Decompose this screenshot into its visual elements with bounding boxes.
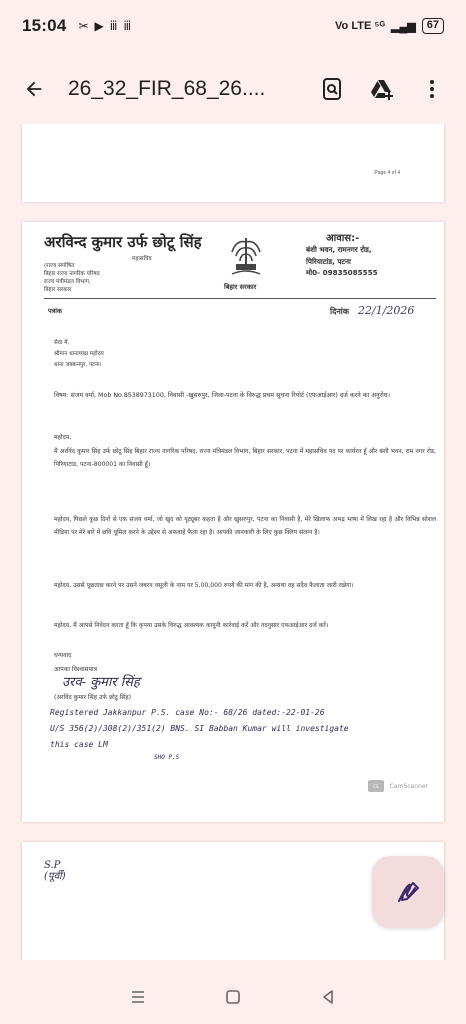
add-to-drive-icon[interactable] [362, 69, 402, 109]
notification-icon: ⅲ [109, 19, 118, 33]
handwritten-note: U/S 356(2)/308(2)/351(2) BNS. SI Babban Kumar will investigate [50, 724, 349, 733]
pdf-page-previous [22, 124, 444, 202]
letterhead-govt: बिहार सरकार [224, 283, 257, 291]
letterhead-designation: महासचिव [132, 256, 152, 262]
notification-icon: ⅲ [123, 19, 132, 33]
camscanner-logo-icon: CS [368, 780, 384, 792]
battery-icon: 67 [422, 18, 444, 34]
handwritten-note: SHO P.S [154, 754, 180, 761]
camscanner-watermark [368, 780, 428, 792]
reference-label: पत्रांक [48, 307, 62, 315]
date-handwritten: 22/1/2026 [358, 304, 415, 317]
address-label: आवास:- [326, 233, 360, 244]
recipient-address: सेवा में, श्रीमान थानाध्यक्ष महोदय थाना जक्कनपुर, पटना। [54, 340, 104, 368]
letterhead-divider [44, 298, 436, 299]
letter-paragraph: महोदय, मैं आपसे निवेदन करता हूँ कि कृपया उसके विरुद्ध आवश्यक कानूनी कार्रवाई करें और तदनुसार एफआईआर दर्ज करें। [54, 622, 329, 629]
camscanner-label: CamScanner [389, 782, 428, 790]
letterhead-name: अरविन्द कुमार उर्फ छोटू सिंह [44, 233, 202, 251]
letter-greeting: महोदय, [54, 434, 72, 441]
letterhead-address: बंशी भवन, रामनगर रोड, पिरियाटांड, पटना मो0- 09835085555 [306, 245, 378, 277]
back-triangle-icon[interactable] [308, 977, 348, 1017]
bihar-emblem-icon [224, 234, 268, 278]
handwritten-note: Registered Jakkanpur P.S. case No:- 68/26 dated:-22-01-26 [50, 708, 325, 717]
back-arrow-icon[interactable] [14, 69, 54, 109]
more-vert-icon[interactable] [412, 69, 452, 109]
letterhead-left: (राज्य संपोषित बिहार राज्य नागरिक परिषद राज्य मंत्रीमंडल विभाग, बिहार सरकार [44, 263, 100, 293]
signature: उरव- कुमार सिंह [62, 675, 140, 690]
edit-sign-icon [393, 877, 423, 907]
app-bar [0, 58, 466, 120]
home-icon[interactable] [213, 977, 253, 1017]
edit-sign-button[interactable] [372, 856, 444, 928]
signatory-name: (अरविंद कुमार सिंह उर्फ छोटू सिंह) [54, 694, 132, 701]
signal-icon: ▂▄▆ [391, 20, 416, 33]
handwritten-note: S.P (पूर्वी) [44, 860, 66, 882]
letter-paragraph: महोदय, पिछले कुछ दिनों से एक संजय वर्मा, जो खुद को यूट्यूबर कहता है और खुसरुपुर, पटना का निवासी है, मेरे खिलाफ अभद्र भाषा में लिख रहा है और विभिन्न सोशल मीडिया पर मेरे बारे में छवि धूमिल करने के उद्देश्य से अफवाहें फैला रहा है। आपकी जानकारी के लिए कुछ क्लिप संलग्न है। [54, 516, 436, 536]
youtube-icon: ▶ [94, 19, 104, 33]
pdf-viewer[interactable] [0, 124, 466, 960]
notification-icons [78, 19, 131, 33]
date-label: दिनांक [330, 307, 349, 316]
letter-paragraph: मैं अरविंद कुमार सिंह उर्फ छोटू सिंह बिहार राज्य नागरिक परिषद, राज्य मंत्रिमंडल विभाग, बिहार सरकार, पटना में महासचिव पद पर कार्यरत हूँ और बंशी भवन, राम नगर रोड, पिरियाटांड, पटना-800001 का निवासी हूँ। [54, 448, 436, 468]
handwritten-note: this case LM [50, 740, 108, 749]
search-in-document-icon[interactable] [312, 69, 352, 109]
page-number: Page 4 of 4 [374, 170, 400, 176]
letter-subject: विषय: संजय वर्मा, Mob No.8538973100, निवासी -खुसरुपुर, जिला-पटना के विरुद्ध प्रथम सूचना रिपोर्ट (एफआईआर) दर्ज करने का अनुरोध। [54, 392, 391, 399]
status-right [335, 18, 444, 34]
pdf-page-current [22, 222, 444, 822]
letter-thanks: धन्यवाद [54, 652, 72, 659]
status-time: 15:04 [22, 16, 67, 35]
recents-icon[interactable] [118, 977, 158, 1017]
file-title: 26_32_FIR_68_26.... [68, 77, 266, 100]
tools-icon: ✂ [78, 19, 89, 33]
status-bar [0, 0, 466, 52]
system-nav-bar [0, 970, 466, 1024]
letter-closing: आपका विश्वासपात्र [54, 666, 97, 673]
network-indicator: Vo LTE ⁵ᴳ [335, 20, 386, 32]
letter-paragraph: महोदय, उससे पूछताछ करने पर उसने जबरन वसूली के नाम पर 5,00,000 रुपये की मांग की है, अन्यथा वह सदैव फैलाता जारी रखेगा। [54, 582, 354, 589]
